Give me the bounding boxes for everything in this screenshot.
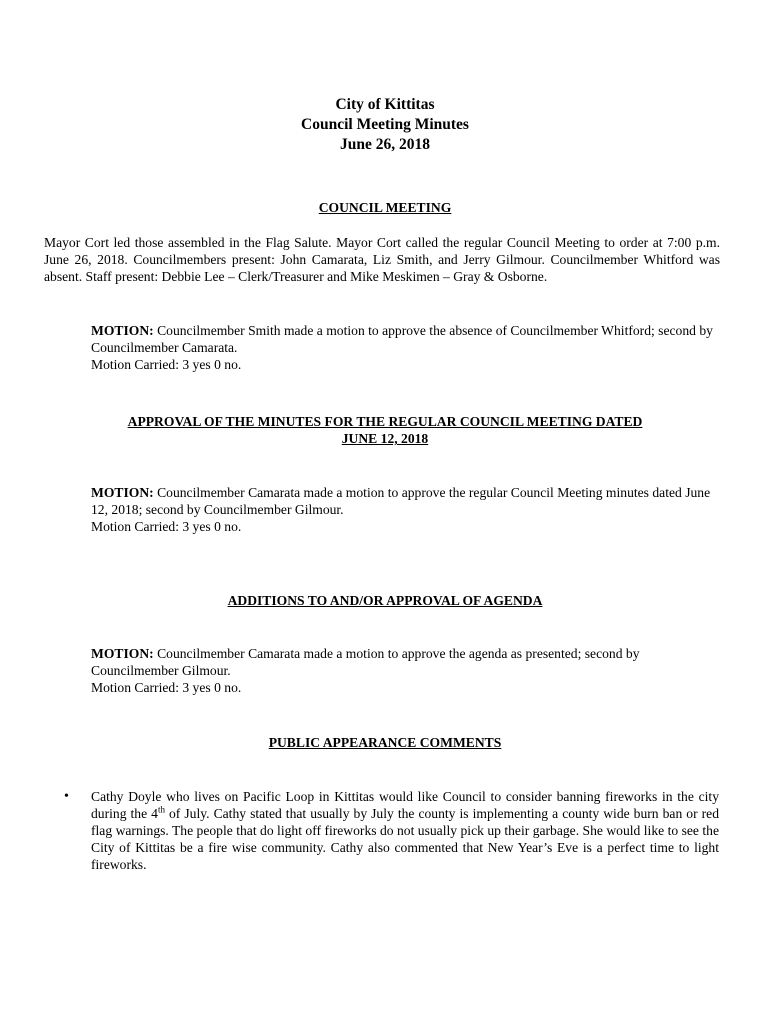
motion-block-absence bbox=[91, 322, 717, 373]
motion-label: MOTION: bbox=[91, 485, 154, 500]
bullet-icon: • bbox=[64, 789, 69, 804]
motion-text: Councilmember Camarata made a motion to approve the regular Council Meeting minutes dated June 12, 2018; second by Councilmember Gilmour. bbox=[91, 485, 711, 517]
document-header bbox=[0, 95, 770, 155]
public-comments-heading: PUBLIC APPEARANCE COMMENTS bbox=[268, 735, 502, 750]
comment-part-1: Cathy Doyle who lives on Pacific Loop in Kittitas would like Council to consider banning fireworks in the city during the 4 bbox=[91, 789, 719, 821]
motion-text: Councilmember Smith made a motion to approve the absence of Councilmember Whitford; second by Councilmember Camarata. bbox=[91, 323, 713, 355]
meeting-date: June 26, 2018 bbox=[340, 136, 430, 153]
motion-text: Councilmember Camarata made a motion to approve the agenda as presented; second by Councilmember Gilmour. bbox=[91, 646, 640, 678]
motion-block-minutes bbox=[91, 484, 717, 535]
ordinal-suffix: th bbox=[157, 804, 165, 815]
approval-minutes-heading-line2: JUNE 12, 2018 bbox=[341, 431, 429, 446]
motion-result: Motion Carried: 3 yes 0 no. bbox=[91, 680, 242, 695]
comment-part-2: of July. Cathy stated that usually by July the county is implementing a county wide burn ban or red flag warnings. The people that do light off fireworks do not usually pick up their garbage. She would like to see the City of Kittitas be a fire wise community. Cathy also commented that New Year’s Eve is a perfect time to light fireworks. bbox=[91, 806, 719, 872]
motion-label: MOTION: bbox=[91, 646, 154, 661]
approval-minutes-heading-line1: APPROVAL OF THE MINUTES FOR THE REGULAR COUNCIL MEETING DATED bbox=[127, 414, 643, 429]
city-name: City of Kittitas bbox=[335, 96, 435, 113]
motion-block-agenda bbox=[91, 645, 717, 696]
council-meeting-heading: COUNCIL MEETING bbox=[318, 200, 452, 215]
motion-label: MOTION: bbox=[91, 323, 154, 338]
document-title: Council Meeting Minutes bbox=[301, 116, 469, 133]
motion-result: Motion Carried: 3 yes 0 no. bbox=[91, 357, 242, 372]
council-meeting-paragraph: Mayor Cort led those assembled in the Flag Salute. Mayor Cort called the regular Council Meeting to order at 7:00 p.m. June 26, 2018. Councilmembers present: John Camarata, Liz Smith, and Jerry Gilmour. Councilmember Whitford was absent. Staff present: Debbie Lee – Clerk/Treasurer and Mike Meskimen – Gray & Osborne. bbox=[44, 235, 720, 284]
agenda-heading: ADDITIONS TO AND/OR APPROVAL OF AGENDA bbox=[227, 593, 543, 608]
public-comment-text bbox=[91, 788, 719, 873]
motion-result: Motion Carried: 3 yes 0 no. bbox=[91, 519, 242, 534]
